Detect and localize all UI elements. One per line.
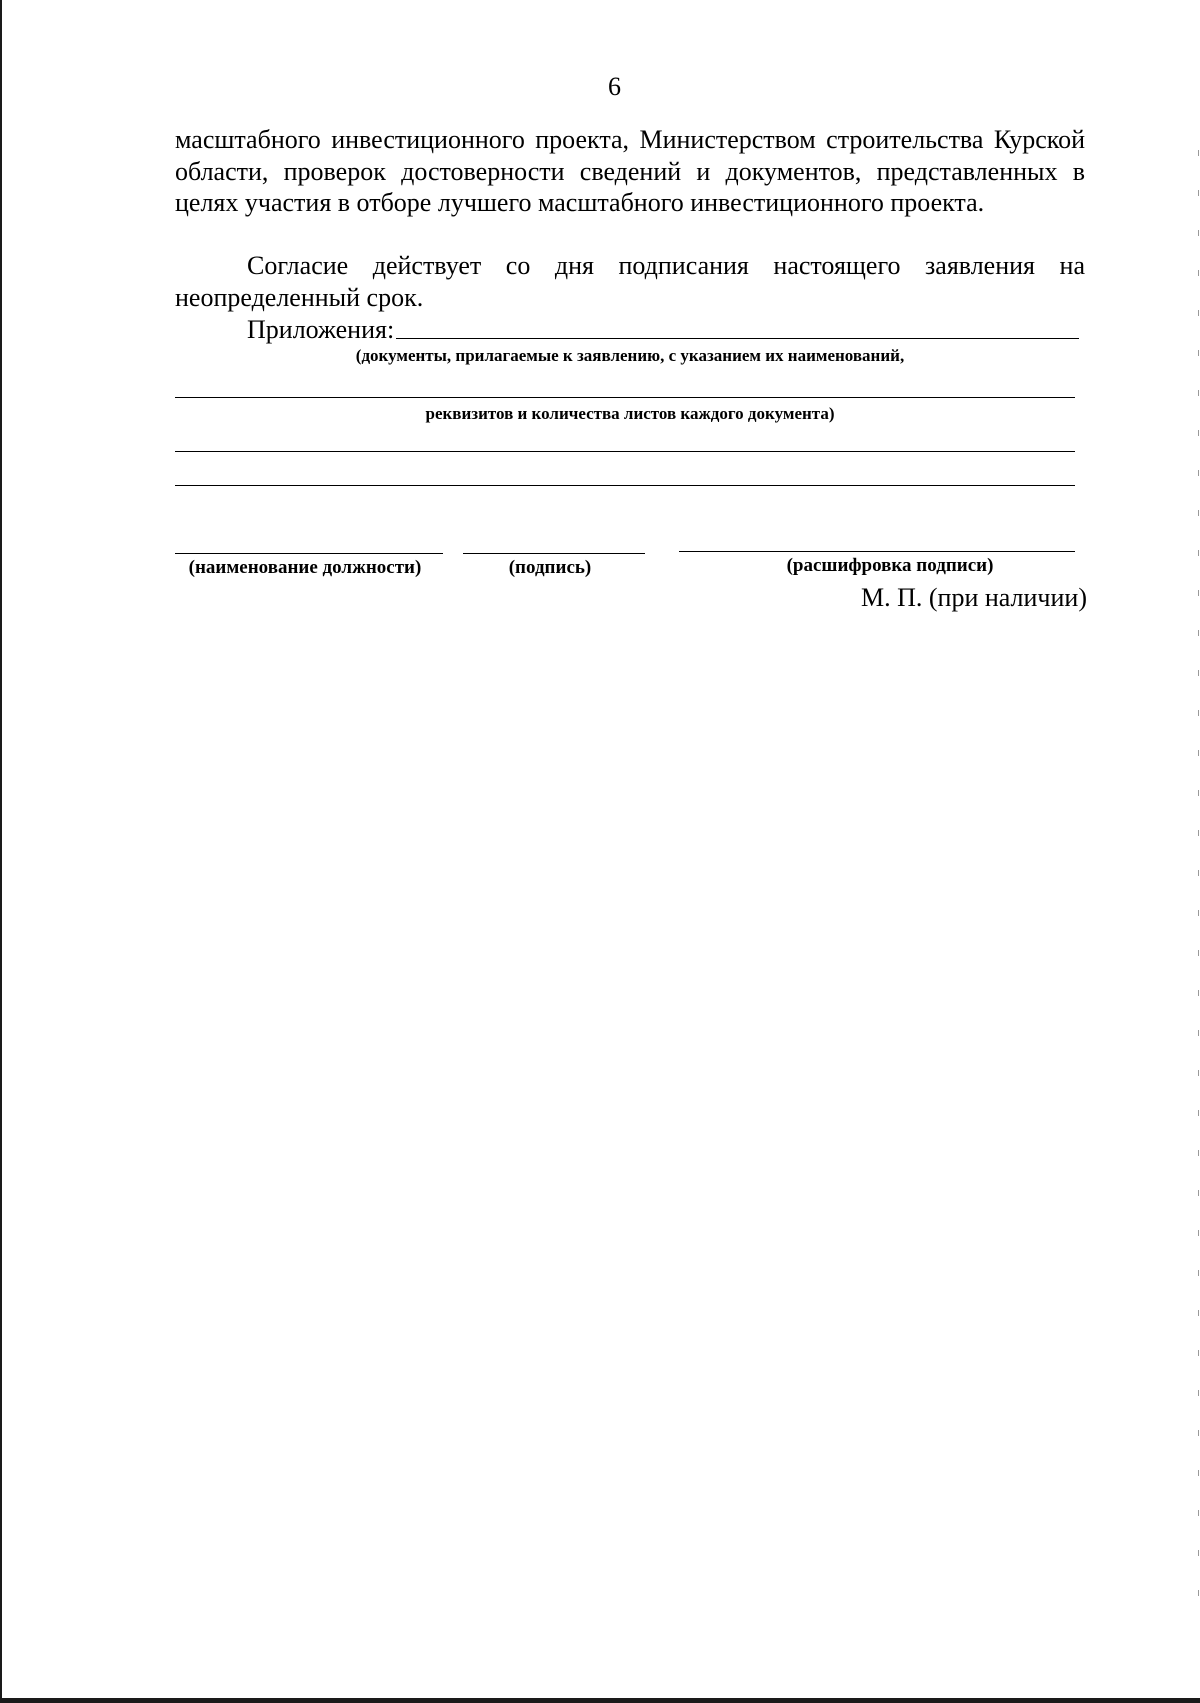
attachments-label: Приложения:: [247, 315, 395, 344]
scan-edge-bottom: [0, 1698, 1200, 1703]
attachments-fill-line-4: [175, 485, 1075, 486]
decoding-label: (расшифровка подписи): [786, 555, 994, 576]
scan-edge-right: [1198, 150, 1199, 1600]
paragraph-consent-duration: Согласие действует со дня подписания настоящего заявления на неопределенный срок.: [175, 251, 1085, 312]
stamp-label: М. П. (при наличии): [860, 583, 1087, 612]
page-number: 6: [608, 72, 621, 101]
position-fill-line: [175, 553, 443, 554]
signature-label: (подпись): [508, 557, 592, 578]
position-label: (наименование должности): [188, 557, 422, 578]
attachments-fill-line-2: [175, 397, 1075, 398]
attachments-hint-line2: реквизитов и количества листов каждого документа): [425, 404, 835, 423]
attachments-row: [247, 314, 1079, 345]
decoding-fill-line: [679, 551, 1075, 552]
scan-edge-left: [0, 0, 2, 1703]
paragraph-continuation: масштабного инвестиционного проекта, Министерством строительства Курской области, проверок достоверности сведений и документов, представленных в целях участия в отборе лучшего масштабного инвестиционного проекта.: [175, 125, 1085, 217]
attachments-hint-line1: (документы, прилагаемые к заявлению, с указанием их наименований,: [355, 346, 905, 365]
attachments-fill-line-3: [175, 451, 1075, 452]
attachments-fill-line: [396, 338, 1079, 339]
signature-fill-line: [463, 553, 645, 554]
